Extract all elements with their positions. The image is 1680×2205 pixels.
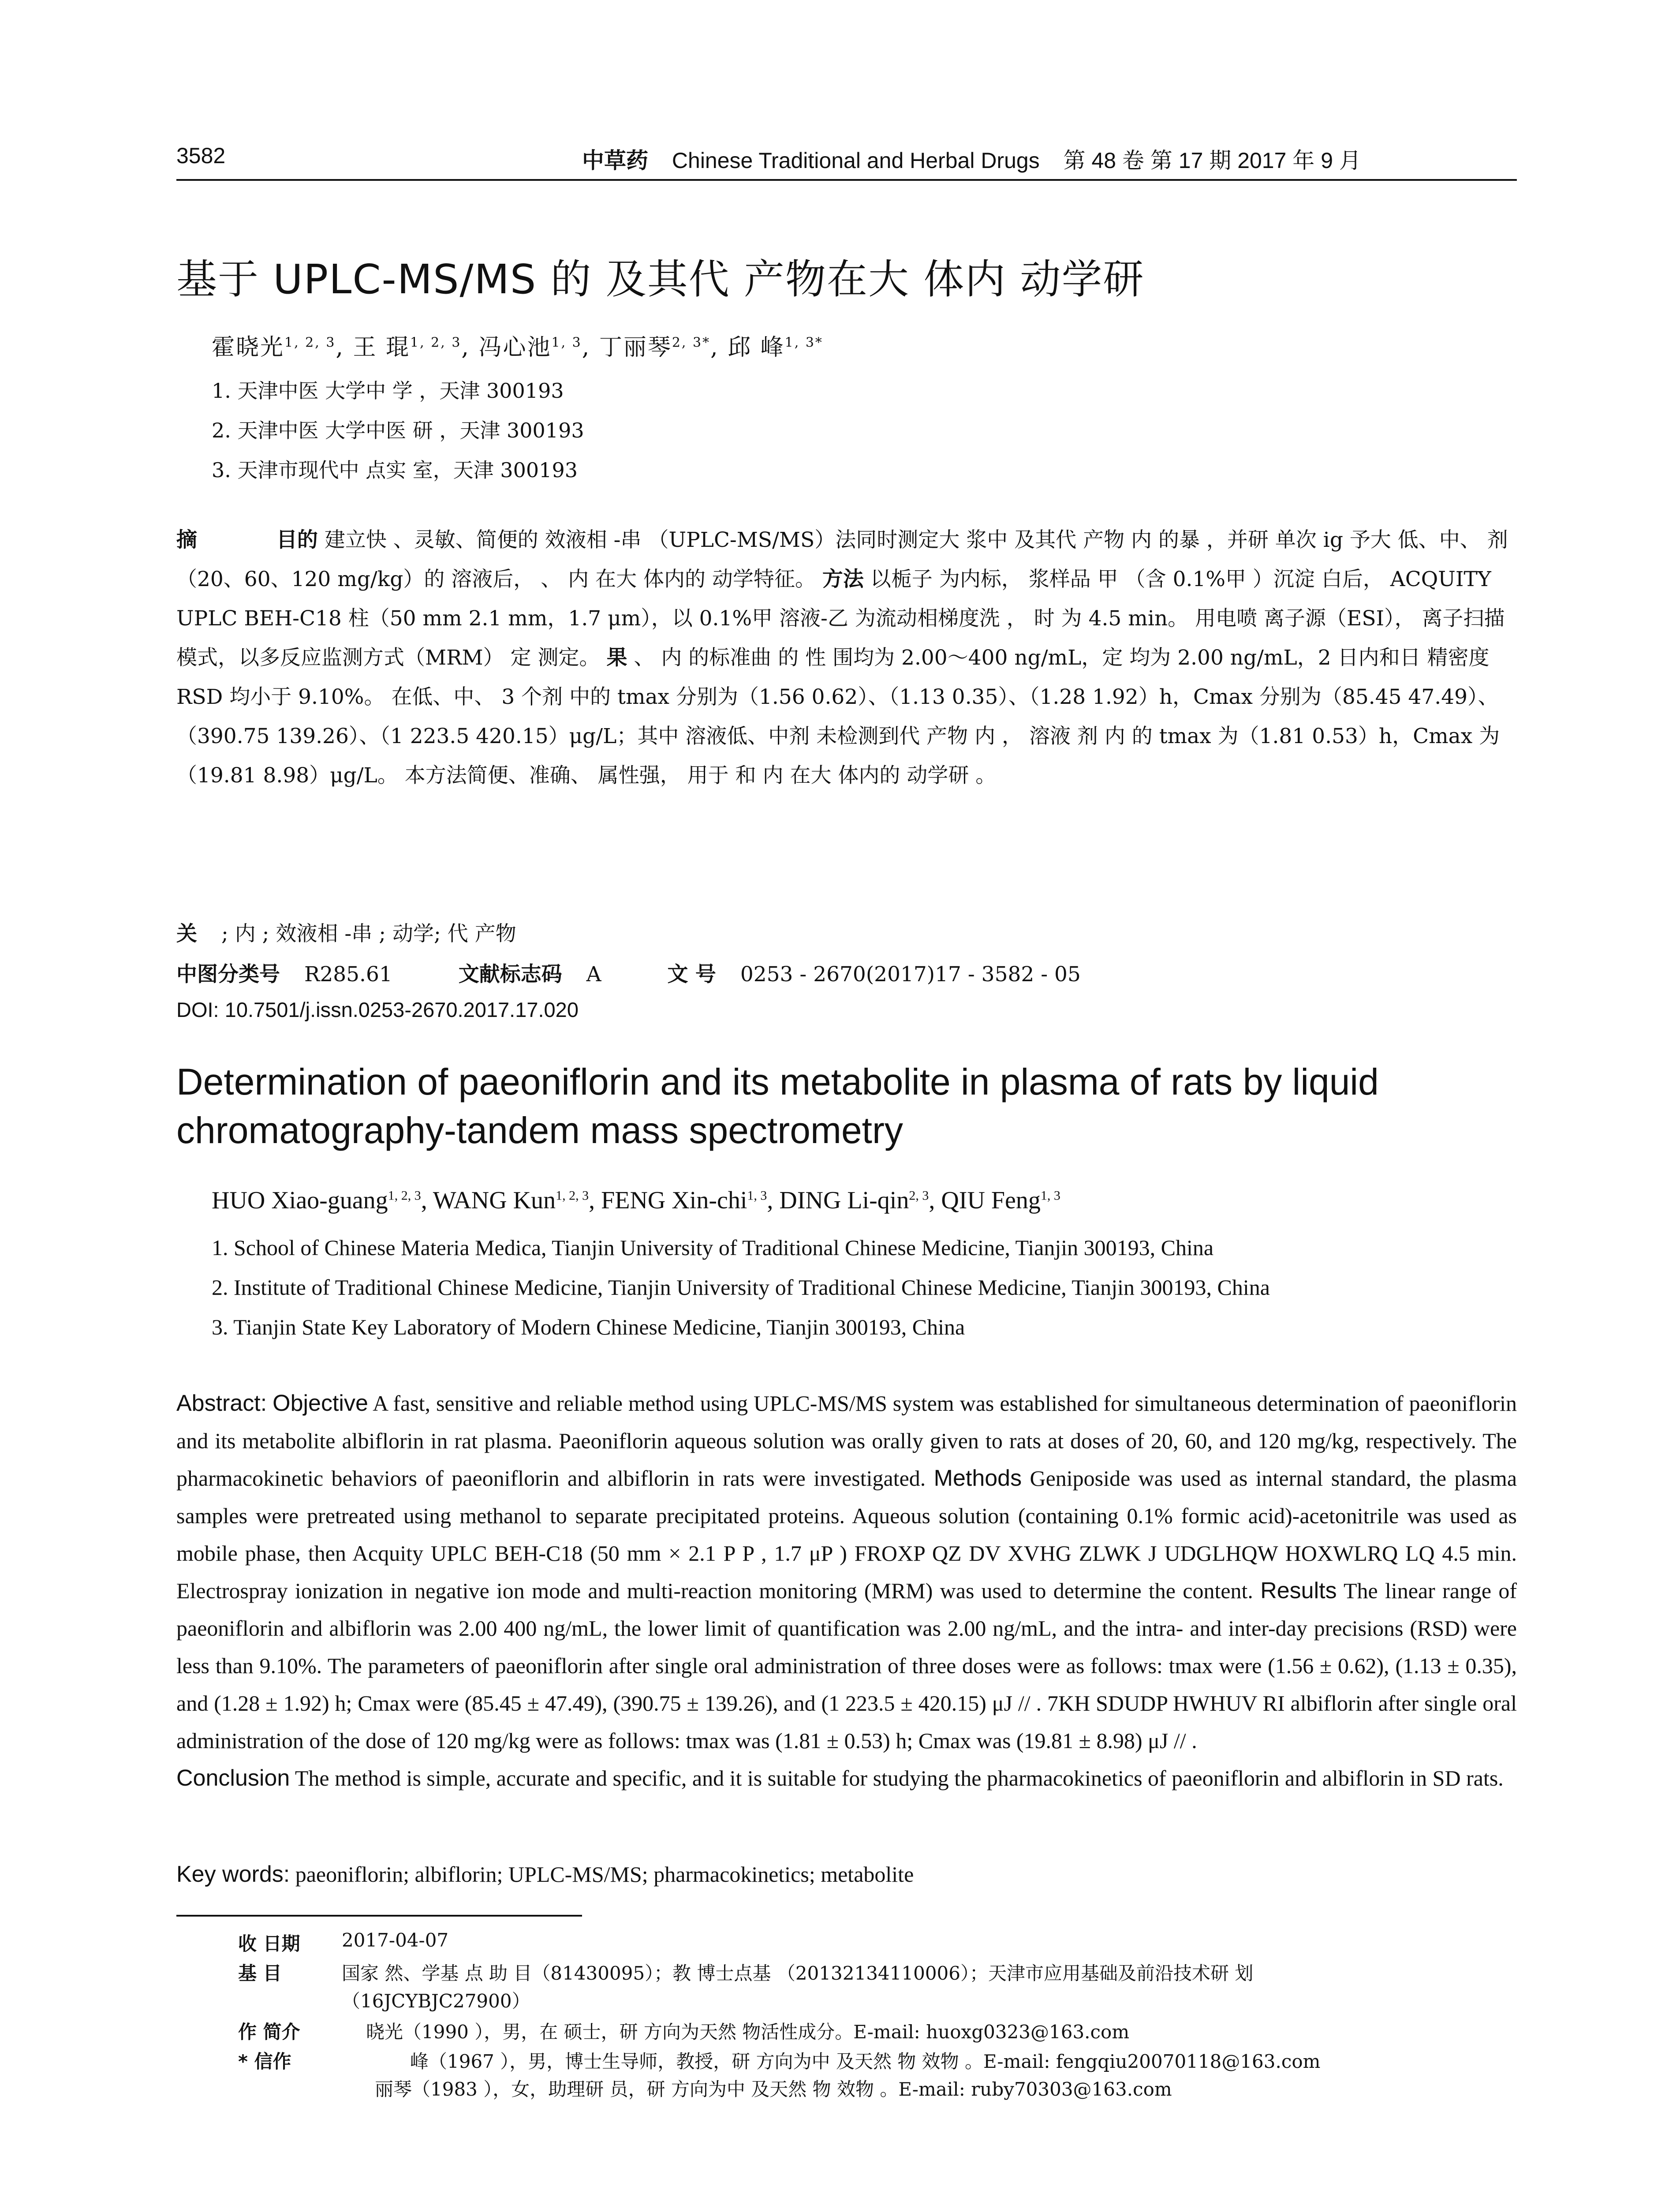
- objective-text-en: A fast, sensitive and reliable method using UPLC-MS/MS system was established for simultaneous determination of paeoniflorin and its metabolite albiflorin in rat plasma. Paeoniflorin aqueous solution was orally given to rats at doses of 20, 60, and 120 mg/kg, respectively. The pharmacokinetic behaviors of paeoniflorin and albiflorin in rats were investigated.: [176, 1391, 1517, 1491]
- keywords-label-cn: 关: [176, 922, 197, 946]
- journal-name: [582, 143, 1361, 175]
- clc-label: 中图分类号: [176, 962, 280, 987]
- author-en: QIU Feng: [941, 1187, 1041, 1214]
- authors-cn: 霍晓光$^{1, 2, 3}$, 王 琨$^{1, 2, 3}$, 冯心池$^{1, 3}$, 丁丽琴$^{2, 3*}$, 邱 峰$^{1, 3*}$: [212, 334, 823, 361]
- author-cn: 冯心池: [478, 334, 552, 361]
- abstract-cn: [176, 520, 1517, 795]
- corresponding-value-1: 峰（1967 ），男，博士生导师，教授，研 方向为中 及天然 物 效物 。E-mail: fengqiu20070118@163.com: [410, 2051, 1321, 2072]
- journal-name-cn: 中草药: [582, 148, 648, 173]
- abstract-label-en: Abstract:: [176, 1390, 267, 1416]
- author-sup: 2, 3*: [672, 335, 711, 351]
- author-en: FENG Xin-chi: [601, 1187, 747, 1214]
- fund-value: 国家 然、学基 点 助 目（81430095）；教 博士点基 （20132134110006）；天津市应用基础及前沿技术研 划: [342, 1962, 1254, 1984]
- keywords-text-cn: ; 内 ; 效液相 -串 ; 动学; 代 产物: [221, 922, 516, 946]
- author-sup: 1, 2, 3: [388, 1188, 421, 1203]
- received-label: 收 日期: [238, 1933, 300, 1955]
- conclusion-text-cn: 本方法简便、准确、 属性强， 用于 和 内 在大 体内的 动学研 。: [404, 763, 997, 788]
- author-en: HUO Xiao-guang: [212, 1187, 388, 1214]
- received-value: 2017-04-07: [342, 1929, 449, 1951]
- doc-code-value: A: [586, 962, 601, 987]
- article-id-value: 0253 - 2670(2017)17 - 3582 - 05: [740, 962, 1081, 987]
- affiliation-en: 3. Tianjin State Key Laboratory of Modern Chinese Medicine, Tianjin 300193, China: [212, 1315, 965, 1339]
- keywords-text-en: paeoniflorin; albiflorin; UPLC-MS/MS; pharmacokinetics; metabolite: [295, 1862, 914, 1887]
- classification-line: [176, 958, 1081, 987]
- corresponding-label: * 信作: [238, 2051, 291, 2072]
- author-sup: 1, 3: [1040, 1188, 1060, 1203]
- author-en: WANG Kun: [433, 1187, 556, 1214]
- result-label-cn: 果: [606, 646, 627, 670]
- objective-text-cn: 建立快 、灵敏、简便的 效液相 -串 （UPLC-MS/MS）法同时测定大 浆中 及其代 产物 内 的暴 ，并研 单次 ig 予大 低、中、 剂 （20、60、120 mg/kg）的 溶液后， 、 内 在大 体内的 动学特征。: [176, 528, 1508, 591]
- conclusion-text-en: The method is simple, accurate and specific, and it is suitable for studying the pharmacokinetics of paeoniflorin and albiflorin in SD rats.: [295, 1766, 1504, 1790]
- journal-name-en: Chinese Traditional and Herbal Drugs: [672, 148, 1040, 173]
- affiliation-cn: 2. 天津中医 大学中医 研 ，天津 300193: [212, 419, 584, 442]
- author-sup: 1, 2, 3: [556, 1188, 589, 1203]
- author-cn: 霍晓光: [212, 334, 285, 361]
- footnote-divider: [176, 1915, 582, 1917]
- author-en: DING Li-qin: [779, 1187, 909, 1214]
- page-number: 3582: [176, 143, 226, 168]
- title-en: Determination of paeoniflorin and its metabolite in plasma of rats by liquid chromatography-tandem mass spectrometry: [176, 1061, 1379, 1151]
- author-sup: 1, 3*: [784, 335, 823, 351]
- objective-label-en: Objective: [273, 1390, 368, 1416]
- author-cn: 丁丽琴: [599, 334, 672, 361]
- title-cn: 基于 UPLC-MS/MS 的 及其代 产物在大 体内 动学研: [176, 256, 1145, 303]
- abstract-label-cn: 摘: [176, 528, 197, 552]
- author-sup: 1, 2, 3: [410, 335, 462, 351]
- author-sup: 1, 2, 3: [284, 335, 336, 351]
- doi: DOI: 10.7501/j.issn.0253-2670.2017.17.020: [176, 998, 579, 1021]
- methods-label-en: Methods: [933, 1465, 1022, 1491]
- volume-issue: 第 48 卷 第 17 期 2017 年 9 月: [1063, 148, 1361, 173]
- keywords-en: [176, 1861, 914, 1887]
- author-sup: 1, 3: [747, 1188, 767, 1203]
- methods-text-en: Geniposide was used as internal standard, the plasma samples were pretreated using methanol to separate precipitated proteins. Aqueous solution (containing 0.1% formic acid)-acetonitrile was used as mobile phase, then Acquity UPLC BEH-C18 (50 mm × 2.1 P P , 1.7 μP ) FROXP QZ DV XVHG ZLWK J UDGLHQW HOXWLRQ LQ 4.5 min. Electrospray ionization in negative ion mode and multi-reaction monitoring (MRM) was used to determine the content.: [176, 1466, 1517, 1603]
- author-sup: 1, 3: [551, 335, 582, 351]
- results-text-en: The linear range of paeoniflorin and albiflorin was 2.00 400 ng/mL, the lower limit of quantification was 2.00 ng/mL, and the intra- and inter-day precisions (RSD) were less than 9.10%. The parameters of paeoniflorin after single oral administration of three doses were as follows: tmax were (1.56 ± 0.62), (1.13 ± 0.35), and (1.28 ± 1.92) h; Cmax were (85.45 ± 47.49), (390.75 ± 139.26), and (1 223.5 ± 420.15) μJ // . 7KH SDUDP HWHUV RI albiflorin after single oral administration of the dose of 120 mg/kg were as follows: tmax was (1.81 ± 0.53) h; Cmax was (19.81 ± 8.98) μJ // .: [176, 1578, 1517, 1753]
- article-id-label: 文 号: [667, 962, 716, 987]
- objective-label-cn: 目的: [276, 528, 318, 552]
- affiliation-en: 2. Institute of Traditional Chinese Medicine, Tianjin University of Traditional Chinese Medicine, Tianjin 300193, China: [212, 1275, 1270, 1300]
- author-bio-label: 作 简介: [238, 2021, 300, 2043]
- results-label-en: Results: [1260, 1578, 1337, 1603]
- author-cn: 邱 峰: [728, 334, 785, 361]
- author-bio-value: 晓光（1990 ），男，在 硕士，研 方向为天然 物活性成分。E-mail: huoxg0323@163.com: [366, 2021, 1130, 2043]
- authors-en: HUO Xiao-guang$^{1, 2, 3}$, WANG Kun$^{1, 2, 3}$, FENG Xin-chi$^{1, 3}$, DING Li-qin$^{2, 3}$, QIU Feng$^{1, 3}$: [212, 1187, 1060, 1214]
- doc-code-label: 文献标志码: [458, 962, 562, 987]
- result-text-cn: 、 内 的标准曲 的 性 围均为 2.00～400 ng/mL，定 均为 2.00 ng/mL，2 日内和日 精密度 RSD 均小于 9.10%。 在低、中、 3 个剂 中的 tmax 分别为（1.56 0.62）、（1.13 0.35）、（1.28 1.92）h，Cmax 分别为（85.45 47.49）、（390.75 139.26）、（1 223.5 420.15）μg/L；其中 溶液低、中剂 未检测到代 产物 内 ， 溶液 剂 内 的 tmax 为（1.81 0.53）h，Cmax 为（19.81 8.98）μg/L。: [176, 646, 1500, 788]
- conclusion-label-en: Conclusion: [176, 1765, 290, 1791]
- affiliation-cn: 3. 天津市现代中 点实 室，天津 300193: [212, 458, 578, 482]
- abstract-en: [176, 1385, 1517, 1797]
- author-cn: 王 琨: [353, 334, 411, 361]
- keywords-cn: [176, 917, 516, 947]
- clc-value: R285.61: [304, 962, 392, 987]
- affiliation-en: 1. School of Chinese Materia Medica, Tianjin University of Traditional Chinese Medicine, Tianjin 300193, China: [212, 1235, 1214, 1260]
- keywords-label-en: Key words:: [176, 1861, 290, 1887]
- corresponding-value-2: 丽琴（1983 ），女，助理研 员，研 方向为中 及天然 物 效物 。E-mail: ruby70303@163.com: [375, 2078, 1172, 2100]
- running-header: [176, 140, 1517, 181]
- affiliation-cn: 1. 天津中医 大学中 学 ，天津 300193: [212, 379, 564, 403]
- method-label-cn: 方法: [822, 567, 864, 591]
- method-text-cn: 以栀子 为内标， 浆样品 甲 （含 0.1%甲 ）沉淀 白后， ACQUITY UPLC BEH-C18 柱（50 mm 2.1 mm，1.7 μm），以 0.1%甲 溶液-乙 为流动相梯度洗 ， 时 为 4.5 min。 用电喷 离子源（ESI）， 离子扫描模式，以多反应监测方式（MRM） 定 测定。: [176, 567, 1505, 670]
- author-sup: 2, 3: [909, 1188, 929, 1203]
- fund-label: 基 目: [238, 1962, 282, 1984]
- fund-value-cont: （16JCYBJC27900）: [342, 1990, 530, 2012]
